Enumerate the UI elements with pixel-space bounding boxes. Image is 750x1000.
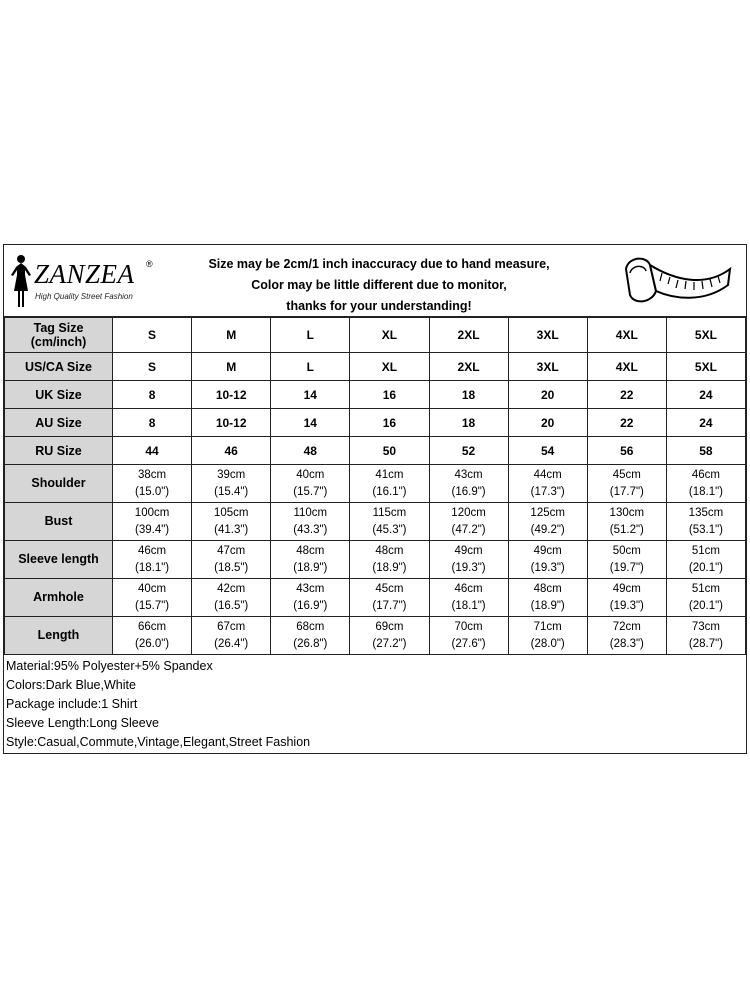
inch-value: (53.1"): [688, 523, 723, 536]
table-cell: 4XL: [587, 318, 666, 353]
table-cell: 16: [350, 381, 429, 409]
inch-value: (39.4"): [135, 523, 170, 536]
cm-value: 48cm: [296, 544, 325, 557]
cm-value: 70cm: [454, 620, 483, 633]
row-label: Shoulder: [5, 465, 113, 503]
row-label: RU Size: [5, 437, 113, 465]
table-cell: 22: [587, 409, 666, 437]
inch-value: (47.2"): [451, 523, 486, 536]
table-cell: 18: [429, 381, 508, 409]
inch-value: (41.3"): [214, 523, 249, 536]
table-cell: 52: [429, 437, 508, 465]
table-cell: M: [192, 318, 271, 353]
inch-value: (15.0"): [135, 485, 170, 498]
cm-value: 66cm: [138, 620, 167, 633]
table-cell: 44: [113, 437, 192, 465]
info-package: Package include:1 Shirt: [6, 697, 138, 711]
row-label: US/CA Size: [5, 353, 113, 381]
inch-value: (19.3"): [609, 599, 644, 612]
table-cell: L: [271, 353, 350, 381]
table-row: [5, 409, 746, 437]
inch-value: (26.4"): [214, 637, 249, 650]
table-cell: [429, 541, 508, 579]
cm-value: 51cm: [691, 582, 720, 595]
row-label-sub: (cm/inch): [30, 335, 87, 349]
inch-value: (20.1"): [688, 599, 723, 612]
cm-value: 47cm: [217, 544, 246, 557]
cm-value: 125cm: [530, 506, 565, 519]
cm-value: 40cm: [138, 582, 167, 595]
table-row: [5, 617, 746, 655]
cm-value: 46cm: [138, 544, 167, 557]
table-cell: [666, 579, 745, 617]
table-cell: [508, 503, 587, 541]
table-cell: [587, 617, 666, 655]
inch-value: (18.1"): [451, 599, 486, 612]
inch-value: (17.3"): [530, 485, 565, 498]
size-table: [4, 317, 746, 655]
table-cell: 54: [508, 437, 587, 465]
row-label: [5, 318, 113, 353]
table-cell: 8: [113, 409, 192, 437]
cm-value: 72cm: [612, 620, 641, 633]
inch-value: (51.2"): [609, 523, 644, 536]
info-sleeve-length: Sleeve Length:Long Sleeve: [6, 716, 159, 730]
brand-name: ZANZEA: [34, 259, 135, 289]
cm-value: 130cm: [609, 506, 645, 519]
inch-value: (26.8"): [293, 637, 328, 650]
table-cell: XL: [350, 353, 429, 381]
table-cell: [350, 465, 429, 503]
cm-value: 120cm: [451, 506, 486, 519]
table-cell: 46: [192, 437, 271, 465]
table-cell: [113, 579, 192, 617]
table-cell: [587, 503, 666, 541]
cm-value: 38cm: [138, 468, 167, 481]
cm-value: 51cm: [691, 544, 720, 557]
table-cell: [508, 579, 587, 617]
table-cell: [271, 503, 350, 541]
inch-value: (18.9"): [293, 561, 328, 574]
table-cell: [192, 503, 271, 541]
table-cell: [113, 465, 192, 503]
inch-value: (49.2"): [530, 523, 565, 536]
cm-value: 49cm: [454, 544, 483, 557]
table-cell: 2XL: [429, 353, 508, 381]
inch-value: (20.1"): [688, 561, 723, 574]
row-label: AU Size: [5, 409, 113, 437]
size-chart: [3, 244, 747, 754]
cm-value: 135cm: [688, 506, 724, 519]
inch-value: (18.9"): [530, 599, 565, 612]
table-cell: [666, 465, 745, 503]
cm-value: 105cm: [213, 506, 249, 519]
info-colors: Colors:Dark Blue,White: [6, 678, 136, 692]
inch-value: (19.3"): [451, 561, 486, 574]
inch-value: (45.3"): [372, 523, 407, 536]
table-cell: 24: [666, 381, 745, 409]
table-cell: 20: [508, 381, 587, 409]
row-label: UK Size: [5, 381, 113, 409]
table-cell: [429, 503, 508, 541]
table-cell: 58: [666, 437, 745, 465]
table-cell: [192, 541, 271, 579]
cm-value: 43cm: [454, 468, 483, 481]
cm-value: 67cm: [217, 620, 246, 633]
table-cell: M: [192, 353, 271, 381]
table-cell: [508, 465, 587, 503]
inch-value: (16.9"): [293, 599, 328, 612]
cm-value: 45cm: [375, 582, 404, 595]
info-material: Material:95% Polyester+5% Spandex: [6, 659, 213, 673]
table-cell: 20: [508, 409, 587, 437]
brand-tagline: High Quality Street Fashion: [35, 292, 133, 301]
notice-line: thanks for your understanding!: [286, 299, 472, 313]
cm-value: 43cm: [296, 582, 325, 595]
inch-value: (28.3"): [609, 637, 644, 650]
table-cell: [666, 617, 745, 655]
table-cell: [113, 617, 192, 655]
inch-value: (27.6"): [451, 637, 486, 650]
cm-value: 45cm: [612, 468, 641, 481]
inch-value: (15.7"): [135, 599, 170, 612]
table-cell: [666, 503, 745, 541]
notice-line: Size may be 2cm/1 inch inaccuracy due to hand measure,: [208, 257, 550, 271]
table-row: [5, 541, 746, 579]
table-row: [5, 503, 746, 541]
table-row: [5, 381, 746, 409]
cm-value: 42cm: [217, 582, 246, 595]
table-cell: [271, 465, 350, 503]
table-cell: [508, 541, 587, 579]
inch-value: (28.0"): [530, 637, 565, 650]
table-cell: 3XL: [508, 353, 587, 381]
cm-value: 39cm: [217, 468, 246, 481]
table-cell: L: [271, 318, 350, 353]
cm-value: 49cm: [612, 582, 641, 595]
table-cell: XL: [350, 318, 429, 353]
inch-value: (16.9"): [451, 485, 486, 498]
table-cell: 4XL: [587, 353, 666, 381]
table-row: [5, 465, 746, 503]
inch-value: (16.1"): [372, 485, 407, 498]
table-row: [5, 353, 746, 381]
table-row: [5, 579, 746, 617]
inch-value: (16.5"): [214, 599, 249, 612]
cm-value: 48cm: [375, 544, 404, 557]
table-cell: [192, 579, 271, 617]
inch-value: (17.7"): [609, 485, 644, 498]
table-cell: [429, 465, 508, 503]
inch-value: (17.7"): [372, 599, 407, 612]
inch-value: (18.9"): [372, 561, 407, 574]
cm-value: 115cm: [372, 506, 407, 519]
cm-value: 110cm: [293, 506, 328, 519]
table-cell: [271, 579, 350, 617]
inch-value: (28.7"): [688, 637, 723, 650]
table-cell: 5XL: [666, 318, 745, 353]
table-cell: 2XL: [429, 318, 508, 353]
table-cell: 18: [429, 409, 508, 437]
inch-value: (26.0"): [135, 637, 170, 650]
product-info: [4, 657, 746, 752]
table-cell: [271, 541, 350, 579]
row-label: Length: [5, 617, 113, 655]
inch-value: (15.4"): [214, 485, 249, 498]
inch-value: (19.3"): [530, 561, 565, 574]
table-cell: [271, 617, 350, 655]
table-row: [5, 318, 746, 353]
table-row: [5, 437, 746, 465]
registered-mark: ®: [146, 259, 153, 269]
table-cell: [192, 617, 271, 655]
cm-value: 44cm: [533, 468, 562, 481]
table-cell: [429, 617, 508, 655]
table-cell: [192, 465, 271, 503]
chart-header: [4, 245, 746, 317]
table-cell: [113, 503, 192, 541]
table-cell: [350, 541, 429, 579]
table-cell: [350, 579, 429, 617]
inch-value: (15.7"): [293, 485, 328, 498]
measuring-tape-icon: [616, 251, 734, 311]
inch-value: (19.7"): [609, 561, 644, 574]
table-cell: 22: [587, 381, 666, 409]
cm-value: 46cm: [691, 468, 720, 481]
cm-value: 40cm: [296, 468, 325, 481]
table-cell: 10-12: [192, 381, 271, 409]
row-label: Bust: [5, 503, 113, 541]
table-cell: 24: [666, 409, 745, 437]
measurement-notice: [174, 254, 584, 317]
inch-value: (18.5"): [214, 561, 249, 574]
cm-value: 100cm: [134, 506, 170, 519]
cm-value: 69cm: [375, 620, 404, 633]
table-cell: 56: [587, 437, 666, 465]
table-cell: 14: [271, 381, 350, 409]
cm-value: 46cm: [454, 582, 483, 595]
cm-value: 50cm: [612, 544, 641, 557]
inch-value: (18.1"): [688, 485, 723, 498]
table-cell: [350, 617, 429, 655]
table-cell: [587, 541, 666, 579]
row-label: Armhole: [5, 579, 113, 617]
cm-value: 48cm: [533, 582, 562, 595]
woman-silhouette-icon: [8, 253, 34, 309]
table-cell: [429, 579, 508, 617]
table-cell: [587, 465, 666, 503]
table-cell: S: [113, 318, 192, 353]
table-cell: 3XL: [508, 318, 587, 353]
table-cell: 8: [113, 381, 192, 409]
table-cell: 48: [271, 437, 350, 465]
table-cell: 14: [271, 409, 350, 437]
inch-value: (18.1"): [135, 561, 170, 574]
table-cell: 16: [350, 409, 429, 437]
info-style: Style:Casual,Commute,Vintage,Elegant,Street Fashion: [6, 735, 311, 749]
inch-value: (43.3"): [293, 523, 328, 536]
table-cell: [113, 541, 192, 579]
notice-line: Color may be little different due to monitor,: [251, 278, 507, 292]
table-cell: S: [113, 353, 192, 381]
table-cell: [666, 541, 745, 579]
table-cell: [508, 617, 587, 655]
cm-value: 73cm: [691, 620, 720, 633]
row-label: Sleeve length: [5, 541, 113, 579]
cm-value: 68cm: [296, 620, 325, 633]
table-cell: 5XL: [666, 353, 745, 381]
table-cell: 50: [350, 437, 429, 465]
cm-value: 71cm: [533, 620, 562, 633]
cm-value: 49cm: [533, 544, 562, 557]
cm-value: 41cm: [375, 468, 404, 481]
brand-logo: [8, 253, 158, 309]
inch-value: (27.2"): [372, 637, 407, 650]
table-cell: 10-12: [192, 409, 271, 437]
table-cell: [587, 579, 666, 617]
table-cell: [350, 503, 429, 541]
row-label-main: Tag Size: [33, 321, 84, 335]
